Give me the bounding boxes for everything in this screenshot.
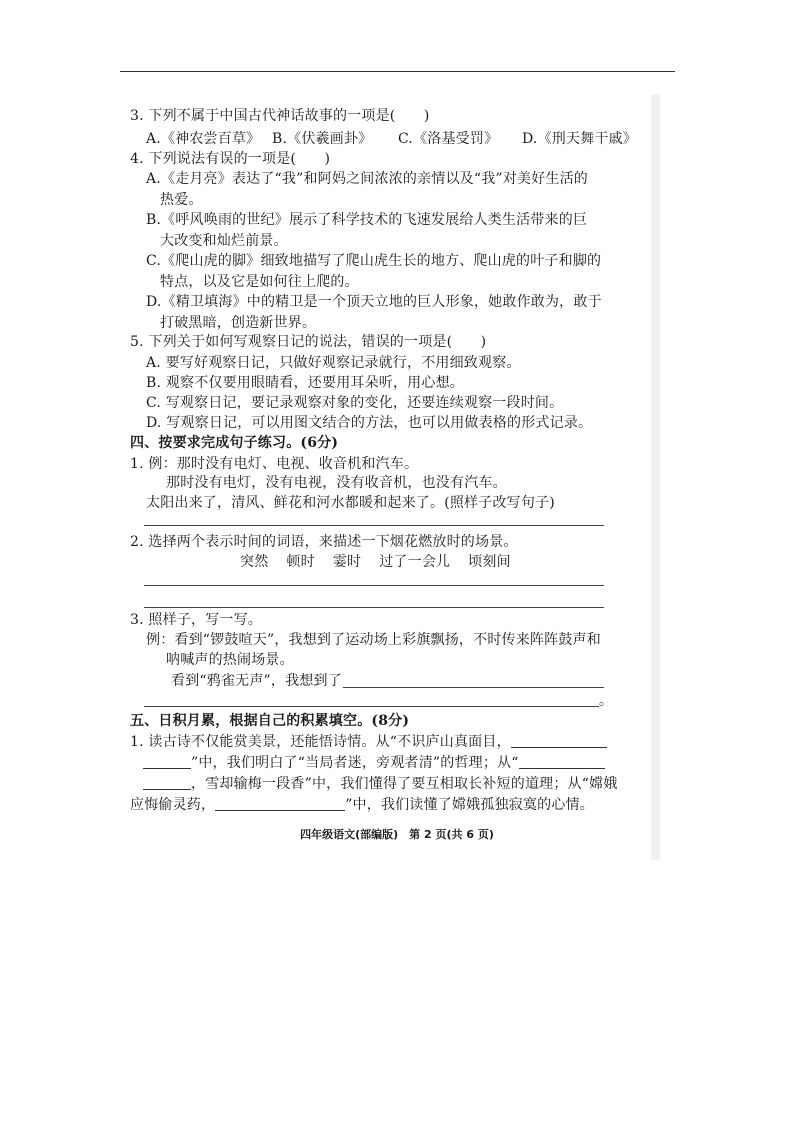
q4-option-d-line2: 打破黑暗，创造新世界。 bbox=[160, 315, 317, 331]
q4-option-c-line2: 特点，以及它是如何往上爬的。 bbox=[160, 274, 359, 290]
q3-stem: 3. 下列不属于中国古代神话故事的一项是( ) bbox=[130, 108, 430, 124]
q5-option-b: B. 观察不仅要用眼睛看，还要用耳朵听，用心想。 bbox=[146, 375, 464, 391]
blank-1[interactable] bbox=[511, 733, 607, 748]
q4-option-b-line1: B.《呼风唤雨的世纪》展示了科学技术的飞速发展给人类生活带来的巨 bbox=[146, 212, 588, 228]
q4-option-a-line1: A.《走月亮》表达了“我”和阿妈之间浓浓的亲情以及“我”对美好生活的 bbox=[146, 171, 588, 187]
section4-s3-end-period: 。 bbox=[599, 693, 614, 709]
section4-s3-example-line2: 呐喊声的热闹场景。 bbox=[166, 652, 294, 668]
blank-2[interactable] bbox=[519, 754, 605, 769]
section4-title: 四、按要求完成句子练习。(6分) bbox=[130, 435, 339, 451]
page-footer: 四年级语文(部编版) 第 2 页(共 6 页) bbox=[300, 828, 494, 841]
word-bank-item: 突然 bbox=[240, 554, 269, 570]
section5-line2-text: ”中，我们明白了“当局者迷，旁观者清”的哲理；从“ bbox=[191, 755, 519, 771]
section4-s1-label: 1. 例：那时没有电灯、电视、收音机和汽车。 bbox=[130, 456, 419, 472]
answer-line-s3-1[interactable] bbox=[343, 687, 604, 688]
section5-line3 bbox=[143, 775, 618, 793]
blank-3[interactable] bbox=[215, 796, 345, 811]
section5-line4-text-a: 应悔偷灵药， bbox=[130, 797, 216, 813]
q3-option-b: B.《伏羲画卦》 bbox=[272, 131, 373, 147]
section5-title: 五、日积月累，根据自己的积累填空。(8分) bbox=[130, 713, 410, 729]
answer-line-s1[interactable] bbox=[144, 525, 604, 526]
q5-stem: 5. 下列关于如何写观察日记的说法，错误的一项是( ) bbox=[130, 334, 487, 350]
blank-2-cont[interactable] bbox=[143, 775, 191, 790]
blank-1-cont[interactable] bbox=[143, 754, 191, 769]
q4-option-d-line1: D.《精卫填海》中的精卫是一个顶天立地的巨人形象，她敢作敢为，敢于 bbox=[146, 294, 602, 310]
section5-line1-text: 1. 读古诗不仅能赏美景，还能悟诗情。从“不识庐山真面目， bbox=[130, 734, 511, 750]
section4-s1-task: 太阳出来了，清风、鲜花和河水都暖和起来了。(照样子改写句子) bbox=[146, 495, 555, 511]
q4-stem: 4. 下列说法有误的一项是( ) bbox=[130, 151, 331, 167]
q5-option-a: A. 要写好观察日记，只做好观察记录就行，不用细致观察。 bbox=[146, 355, 521, 371]
section4-s3-example-line1: 例：看到“锣鼓喧天”，我想到了运动场上彩旗飘扬，不时传来阵阵鼓声和 bbox=[146, 632, 601, 648]
q4-option-b-line2: 大改变和灿烂前景。 bbox=[160, 233, 288, 249]
section4-s3-stem: 3. 照样子，写一写。 bbox=[130, 612, 263, 628]
q5-option-d: D. 写观察日记，可以用图文结合的方法，也可以用做表格的形式记录。 bbox=[146, 415, 593, 431]
section4-s2-word-bank bbox=[240, 553, 529, 571]
section5-line2 bbox=[143, 754, 605, 772]
answer-line-s2-1[interactable] bbox=[144, 585, 604, 586]
q4-option-a-line2: 热爱。 bbox=[160, 192, 203, 208]
q3-option-c: C.《洛基受罚》 bbox=[398, 131, 499, 147]
q5-option-c: C. 写观察日记，要记录观察对象的变化，还要连续观察一段时间。 bbox=[146, 395, 564, 411]
answer-line-s3-2[interactable] bbox=[144, 706, 599, 707]
q3-option-d: D.《刑天舞干戚》 bbox=[522, 131, 637, 147]
section4-s1-example: 那时没有电灯，没有电视，没有收音机，也没有汽车。 bbox=[166, 475, 507, 491]
section5-line4-text-b: ”中，我们读懂了嫦娥孤独寂寞的心情。 bbox=[345, 797, 594, 813]
section4-s2-stem: 2. 选择两个表示时间的词语，来描述一下烟花燃放时的场景。 bbox=[130, 534, 518, 550]
q3-options bbox=[146, 130, 637, 148]
word-bank-item: 过了一会儿 bbox=[379, 554, 451, 570]
section4-s3-task: 看到“鸦雀无声”，我想到了 bbox=[171, 673, 342, 689]
q3-option-a: A.《神农尝百草》 bbox=[146, 131, 261, 147]
word-bank-item: 顷刻间 bbox=[468, 554, 511, 570]
word-bank-item: 霎时 bbox=[332, 554, 362, 570]
answer-line-s2-2[interactable] bbox=[144, 607, 604, 608]
section5-line3-text: ，雪却输梅一段香”中，我们懂得了要互相取长补短的道理；从“嫦娥 bbox=[191, 776, 618, 792]
section5-line4 bbox=[130, 796, 594, 814]
q4-option-c-line1: C.《爬山虎的脚》细致地描写了爬山虎生长的地方、爬山虎的叶子和脚的 bbox=[146, 253, 602, 269]
section5-line1 bbox=[130, 733, 607, 751]
word-bank-item: 顿时 bbox=[286, 554, 315, 570]
